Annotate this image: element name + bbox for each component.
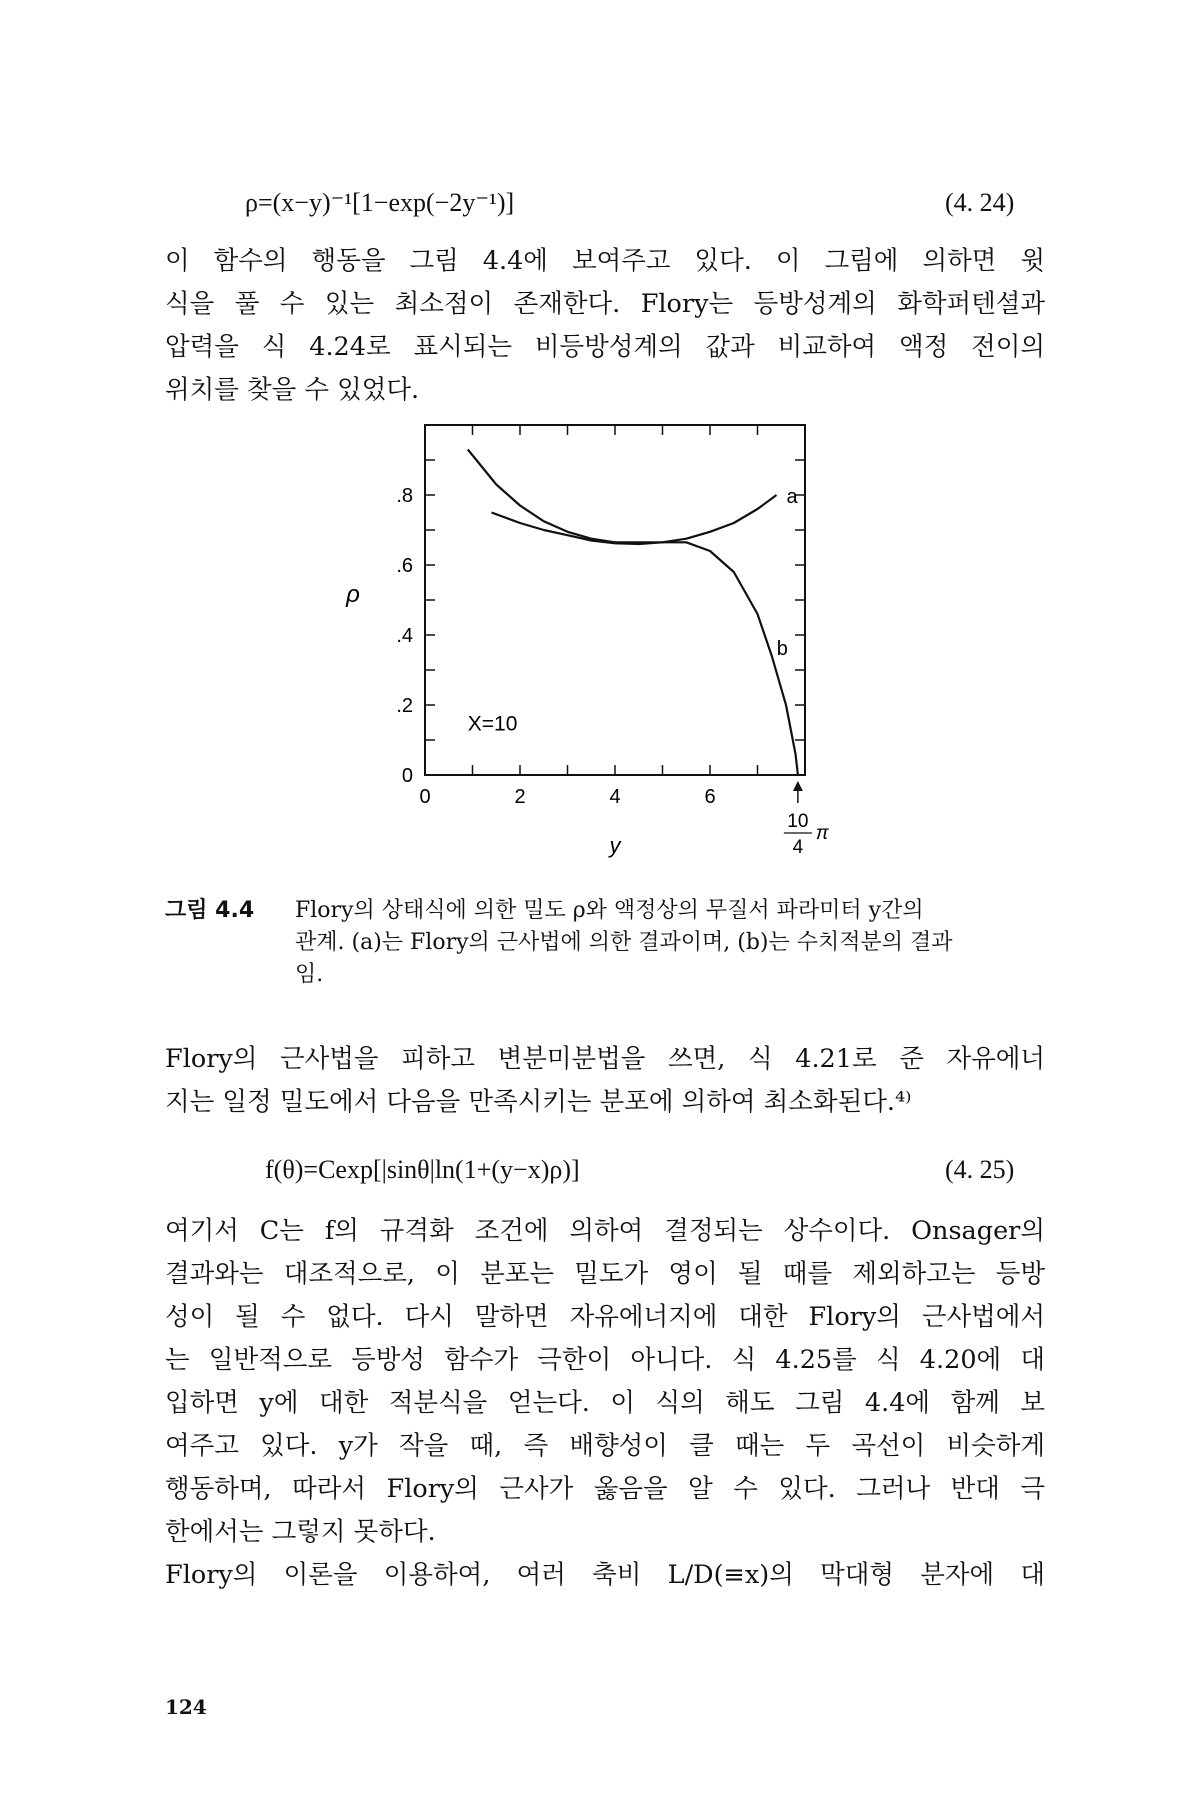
series-line-a (492, 495, 777, 544)
text-line: Flory의 근사법을 피하고 변분미분법을 쓰면, 식 4.21로 준 자유에너 (165, 1044, 1045, 1074)
text-line: 행동하며, 따라서 Flory의 근사가 옳음을 알 수 있다. 그러나 반대 극 (165, 1474, 1045, 1504)
paragraph-variational (165, 1038, 1045, 1124)
y-tick-label: .2 (396, 695, 413, 717)
x-axis-label: y (609, 833, 621, 858)
y-axis-label: ρ (346, 581, 360, 608)
text-line: 는 일반적으로 등방성 함수가 극한이 아니다. 식 4.25를 식 4.20에 대 (165, 1345, 1045, 1375)
text-line: 입하면 y에 대한 적분식을 얻는다. 이 식의 해도 그림 4.4에 함께 보 (165, 1388, 1045, 1418)
y-tick-label: .6 (396, 555, 413, 577)
y-tick-label: 0 (401, 765, 413, 787)
y-tick-label: .4 (396, 625, 413, 647)
paragraph-intro (165, 240, 1045, 412)
equation-4-25: f(θ)=Cexp[|sinθ|ln(1+(y−x)ρ)] (265, 1155, 580, 1184)
equation-4-24: ρ=(x−y)⁻¹[1−exp(−2y⁻¹)] (245, 188, 515, 217)
text-line: Flory의 이론을 이용하여, 여러 축비 L/D(≡x)의 막대형 분자에 대 (165, 1560, 1045, 1590)
text-line: 결과와는 대조적으로, 이 분포는 밀도가 영이 될 때를 제외하고는 등방 (165, 1259, 1045, 1289)
text-line: 압력을 식 4.24로 표시되는 비등방성계의 값과 비교하여 액정 전이의 (165, 332, 1045, 362)
equation-number: (4. 25) (945, 1155, 1015, 1184)
series-label-b: b (776, 638, 788, 660)
marker-label-symbol: π (815, 823, 829, 844)
text-line: 지는 일정 밀도에서 다음을 만족시키는 분포에 의하여 최소화된다.⁴⁾ (165, 1087, 912, 1117)
text-line: 여주고 있다. y가 작을 때, 즉 배향성이 클 때는 두 곡선이 비슷하게 (165, 1431, 1045, 1461)
paragraph-onsager (165, 1210, 1045, 1597)
annotation-label: X=10 (467, 712, 518, 736)
caption-line: Flory의 상태식에 의한 밀도 ρ와 액정상의 무질서 파라미터 y간의 (295, 898, 924, 923)
text-line: 위치를 찾을 수 있었다. (165, 375, 420, 405)
marker-arrow-head (793, 781, 803, 791)
marker-label-denominator: 4 (792, 837, 804, 858)
page-number: 124 (165, 1695, 207, 1719)
figure-4-4-chart (0, 405, 1200, 925)
x-tick-label: 2 (514, 786, 526, 808)
x-tick-label: 0 (419, 786, 431, 808)
equation-number: (4. 24) (945, 188, 1015, 217)
series-label-a: a (786, 486, 798, 508)
y-tick-label: .8 (396, 485, 413, 507)
text-line: 식을 풀 수 있는 최소점이 존재한다. Flory는 등방성계의 화학퍼텐셜과 (165, 289, 1045, 319)
x-tick-label: 4 (609, 786, 621, 808)
caption-label: 그림 4.4 (165, 898, 255, 923)
figure-caption (165, 895, 1045, 1005)
text-line: 이 함수의 행동을 그림 4.4에 보여주고 있다. 이 그림에 의하면 윗 (165, 246, 1045, 276)
marker-label-numerator: 10 (787, 811, 809, 832)
text-line: 성이 될 수 없다. 다시 말하면 자유에너지에 대한 Flory의 근사법에서 (165, 1302, 1045, 1332)
x-tick-label: 6 (704, 786, 716, 808)
text-line: 여기서 C는 f의 규격화 조건에 의하여 결정되는 상수이다. Onsager의 (165, 1216, 1045, 1246)
text-line: 한에서는 그렇지 못하다. (165, 1517, 436, 1547)
caption-line: 임. (295, 962, 324, 987)
caption-line: 관계. (a)는 Flory의 근사법에 의한 결과이며, (b)는 수치적분의 결과 (295, 930, 953, 955)
